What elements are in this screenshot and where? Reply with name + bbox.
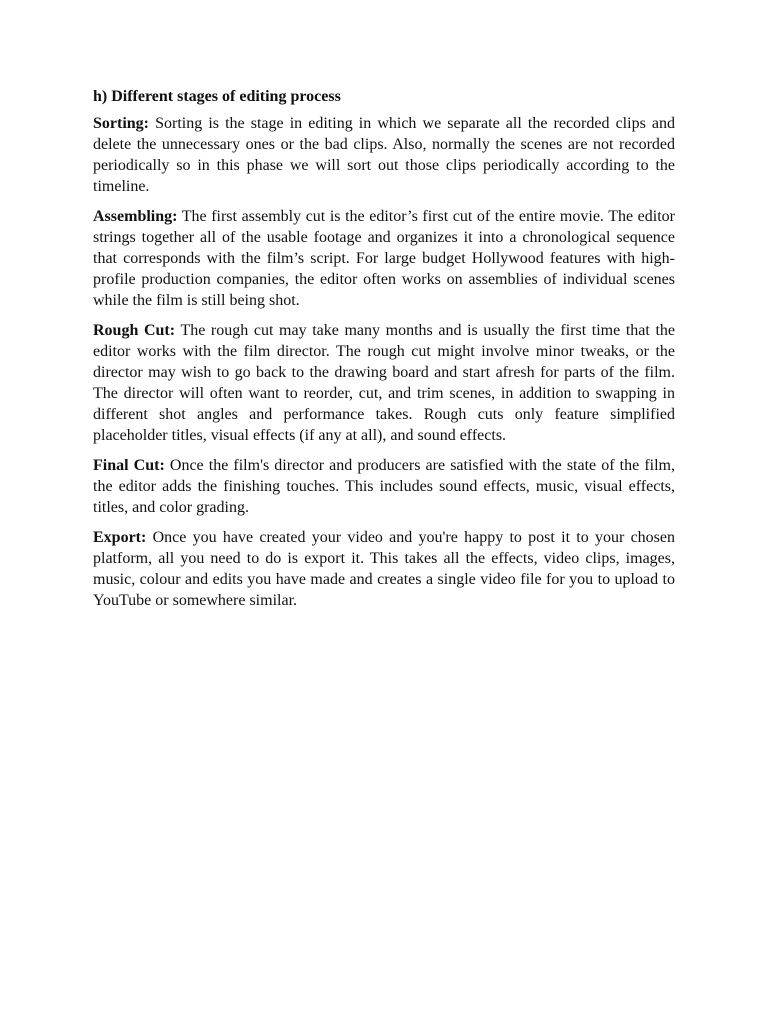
section-term: Sorting: — [93, 115, 149, 132]
document-page — [93, 86, 675, 620]
section-rough-cut — [93, 320, 675, 446]
section-text: Once you have created your video and you're happy to post it to your chosen platform, all you need to do is export it. This takes all the effects, video clips, images, music, colour and edits you have made and creates a single video file for you to upload to YouTube or somewhere similar. — [93, 529, 675, 609]
section-text: Sorting is the stage in editing in which we separate all the recorded clips and delete the unnecessary ones or the bad clips. Also, normally the scenes are not recorded periodically so in this phase we will sort out those clips periodically according to the timeline. — [93, 115, 676, 195]
section-term: Export: — [93, 529, 147, 546]
section-term: Final Cut: — [93, 457, 165, 474]
section-text: The first assembly cut is the editor’s first cut of the entire movie. The editor strings together all of the usable footage and organizes it into a chronological sequence that corresponds with the film’s script. For large budget Hollywood features with high-profile production companies, the editor often works on assemblies of individual scenes while the film is still being shot. — [93, 208, 675, 309]
page-heading: h) Different stages of editing process — [93, 88, 341, 105]
section-sorting — [93, 113, 675, 197]
section-text: Once the film's director and producers are satisfied with the state of the film, the editor adds the finishing touches. This includes sound effects, music, visual effects, titles, and color grading. — [93, 457, 676, 516]
section-text: The rough cut may take many months and is usually the first time that the editor works with the film director. The rough cut might involve minor tweaks, or the director may wish to go back to the drawing board and start afresh for parts of the film. The director will often want to reorder, cut, and trim scenes, in addition to swapping in different shot angles and performance takes. Rough cuts only feature simplified placeholder titles, visual effects (if any at all), and sound effects. — [93, 322, 676, 444]
section-export — [93, 527, 675, 611]
section-assembling — [93, 206, 675, 311]
section-term: Assembling: — [93, 208, 178, 225]
section-final-cut — [93, 455, 675, 518]
section-term: Rough Cut: — [93, 322, 176, 339]
